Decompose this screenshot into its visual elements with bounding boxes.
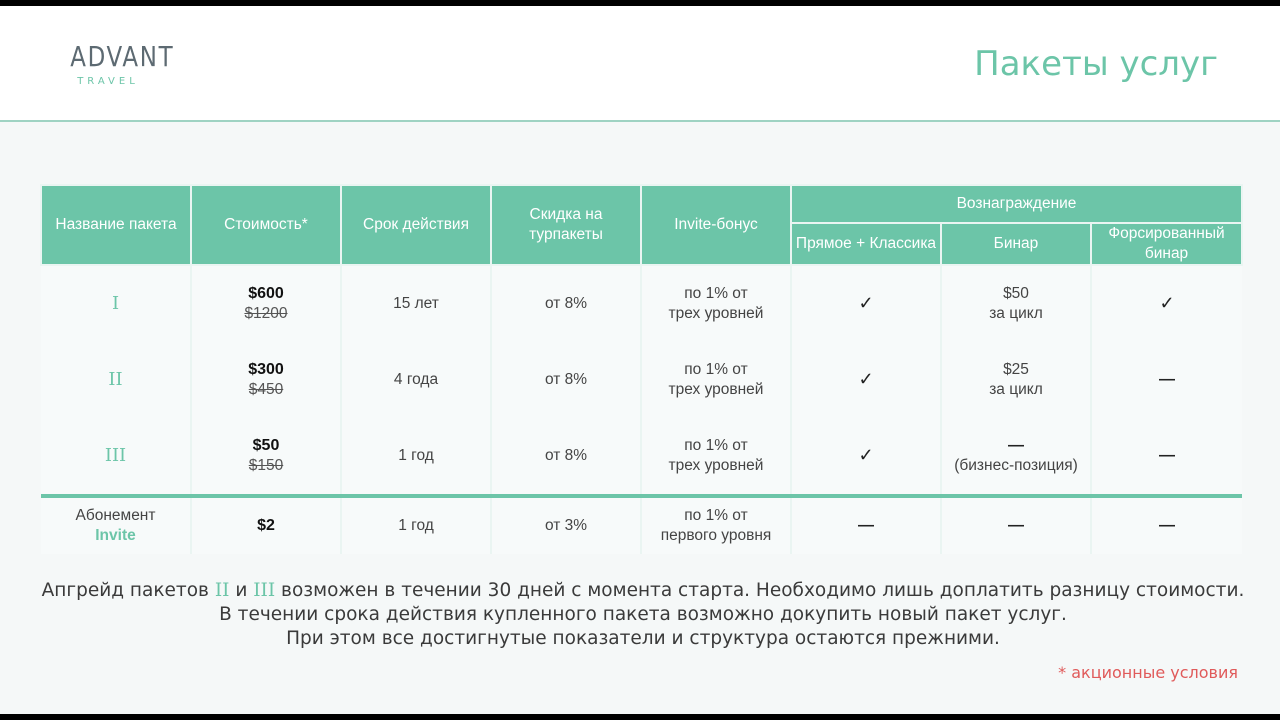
package-name-text: I [111, 292, 120, 314]
price-old: $1200 [244, 305, 288, 322]
subscription-direct [791, 496, 941, 554]
header [0, 6, 1280, 122]
reward-forced-cell [1091, 342, 1242, 418]
price-current: $50 [252, 437, 280, 454]
package-invite [641, 418, 791, 496]
price-old: $150 [248, 457, 284, 474]
page-title: Пакеты услуг [974, 44, 1218, 84]
package-price [191, 342, 341, 418]
subscription-name [41, 496, 191, 554]
subscription-binary [941, 496, 1091, 554]
dash-icon: — [1159, 447, 1176, 464]
slide [0, 6, 1280, 714]
reward-forced-cell [1091, 265, 1242, 342]
logo-sub-text: TRAVEL [77, 76, 139, 87]
package-name [41, 265, 191, 342]
package-name [41, 342, 191, 418]
dash-icon: — [1008, 517, 1024, 534]
packages-table [40, 184, 1243, 554]
note-line-2: В течении срока действия купленного пакета возможно докупить новый пакет услуг. [219, 604, 1067, 625]
note-line-1 [0, 579, 1280, 603]
header-name: Название пакета [41, 185, 191, 265]
binary-line-1: — [1008, 437, 1024, 454]
binary-line-2: (бизнес-позиция) [954, 457, 1078, 474]
table-row [41, 342, 1242, 418]
package-price [191, 265, 341, 342]
check-icon: ✓ [858, 369, 874, 389]
note-line-1-a: Апгрейд пакетов [41, 580, 215, 601]
binary-line-2: за цикл [989, 305, 1043, 322]
invite-line-2: трех уровней [668, 381, 764, 398]
price-current: $600 [248, 285, 284, 302]
table-row-subscription [41, 496, 1242, 554]
footnote: * акционные условия [1058, 663, 1238, 682]
header-reward-binary: Бинар [941, 223, 1091, 265]
table-row [41, 265, 1242, 342]
check-icon: ✓ [858, 293, 874, 313]
invite-line-2: трех уровней [668, 457, 764, 474]
binary-line-1: $25 [1003, 361, 1029, 378]
check-icon: ✓ [1159, 293, 1175, 313]
note-roman-3: III [253, 580, 276, 601]
subscription-price [191, 496, 341, 554]
table-row [41, 418, 1242, 496]
invite-line-2: первого уровня [660, 527, 772, 544]
package-discount: от 8% [491, 342, 641, 418]
package-name-text: II [108, 368, 123, 390]
binary-line-1: $50 [1003, 285, 1029, 302]
reward-direct-cell [791, 418, 941, 496]
notes [0, 579, 1280, 651]
dash-icon: — [1159, 371, 1176, 388]
dash-icon: — [858, 517, 874, 534]
check-icon: ✓ [858, 445, 874, 465]
subscription-name-line-2: Invite [95, 527, 136, 544]
subscription-invite [641, 496, 791, 554]
header-term: Срок действия [341, 185, 491, 265]
logo [62, 40, 175, 88]
price-current: $300 [248, 361, 284, 378]
price-old: $450 [248, 381, 284, 398]
invite-line-1: по 1% от [684, 507, 748, 524]
invite-line-2: трех уровней [668, 305, 764, 322]
package-term: 1 год [341, 418, 491, 496]
note-and: и [229, 580, 254, 601]
subscription-forced [1091, 496, 1242, 554]
invite-line-1: по 1% от [684, 285, 748, 302]
invite-line-1: по 1% от [684, 437, 748, 454]
package-invite [641, 342, 791, 418]
invite-line-1: по 1% от [684, 361, 748, 378]
logo-main-text: ADVANT [70, 40, 175, 73]
reward-binary-cell [941, 342, 1091, 418]
header-reward: Вознаграждение [791, 185, 1242, 223]
package-discount: от 8% [491, 265, 641, 342]
package-name-text: III [104, 444, 127, 466]
binary-line-2: за цикл [989, 381, 1043, 398]
reward-binary-cell [941, 418, 1091, 496]
header-invite: Invite-бонус [641, 185, 791, 265]
note-roman-2: II [214, 580, 230, 601]
package-name [41, 418, 191, 496]
subscription-price-text: $2 [257, 517, 275, 534]
subscription-term: 1 год [341, 496, 491, 554]
package-term: 15 лет [341, 265, 491, 342]
package-term: 4 года [341, 342, 491, 418]
header-discount: Скидка на турпакеты [491, 185, 641, 265]
reward-binary-cell [941, 265, 1091, 342]
subscription-name-line-1: Абонемент [75, 507, 156, 524]
reward-direct-cell [791, 342, 941, 418]
dash-icon: — [1159, 517, 1176, 534]
package-invite [641, 265, 791, 342]
header-reward-forced: Форсированный бинар [1091, 223, 1242, 265]
header-cost: Стоимость* [191, 185, 341, 265]
subscription-discount: от 3% [491, 496, 641, 554]
reward-direct-cell [791, 265, 941, 342]
header-reward-direct: Прямое + Классика [791, 223, 941, 265]
reward-forced-cell [1091, 418, 1242, 496]
package-price [191, 418, 341, 496]
note-line-1-b: возможен в течении 30 дней с момента старта. Необходимо лишь доплатить разницу стоимости. [275, 580, 1245, 601]
package-discount: от 8% [491, 418, 641, 496]
note-line-3: При этом все достигнутые показатели и структура остаются прежними. [286, 628, 1000, 649]
